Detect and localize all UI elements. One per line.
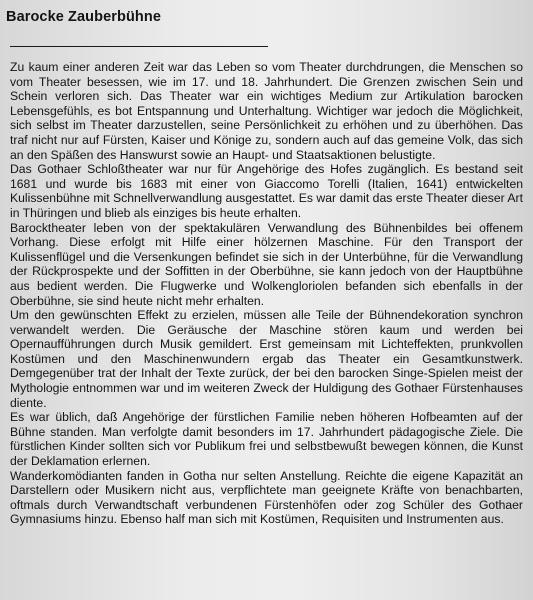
- panel-body: [10, 60, 523, 527]
- paragraph-barocktheater: Barocktheater leben von der spektakulären Verwandlung des Bühnenbildes bei offenem Vorhang. Diese erfolgt mit Hilfe einer hölzernen Maschine. Für den Transport der Kulissenflügel und die Versenkungen befindet sie sich in der Unterbühne, für die Verwandlung der Rückprospekte und der Soffitten in der Oberbühne, sie kann jedoch von der Hauptbühne aus bedient werden. Die Flugwerke und Wolkengloriolen befanden sich ebenfalls in der Oberbühne, sie sind heute nicht mehr erhalten.: [10, 220, 523, 308]
- title-underline: [10, 46, 268, 47]
- panel-title: Barocke Zauberbühne: [6, 9, 161, 25]
- paragraph-schlosstheater: Das Gothaer Schloßtheater war nur für Angehörige des Hofes zugänglich. Es bestand seit 1681 und wurde bis 1683 mit einer von Giaccomo Torelli (Italien, 1641) entwickelten Kulissenbühne mit Schnellverwandlung ausgestattet. Es war damit das erste Theater dieser Art in Thüringen und blieb als einziges bis heute erhalten.: [10, 162, 523, 220]
- paragraph-wanderkomoedianten: Wanderkomödianten fanden in Gotha nur selten Anstellung. Reichte die eigene Kapazität an Darstellern oder Musikern nicht aus, verpflichtete man geeignete Kräfte von benachbarten, oftmals durch Verwandtschaft verbundenen Fürstenhöfen oder zog Schüler des Gothaer Gymnasiums hinzu. Ebenso half man sich mit Kostümen, Requisiten und Instrumenten aus.: [10, 468, 523, 527]
- paragraph-effekt: Um den gewünschten Effekt zu erzielen, müssen alle Teile der Bühnendekoration synchron verwandelt werden. Die Geräusche der Maschine stören kaum und werden bei Opernaufführungen durch Musik gemildert. Erst gemeinsam mit Lichteffekten, prunkvollen Kostümen und den Maschinenwundern ergab das Theater ein Gesamtkunstwerk. Demgegenüber trat der Inhalt der Texte zurück, der bei den barocken Singe-Spielen meist der Mythologie entnommen war und im weiteren Zweck der Huldigung des Gothaer Fürstenhauses diente.: [10, 308, 523, 410]
- paragraph-intro: Zu kaum einer anderen Zeit war das Leben so vom Theater durchdrungen, die Menschen so vom Theater besessen, wie im 17. und 18. Jahrhundert. Die Grenzen zwischen Sein und Schein verloren sich. Das Theater war ein wichtiges Medium zur Artikulation barocken Lebensgefühls, es bot Entspannung und Unterhaltung. Wichtiger war jedoch die Möglichkeit, sich selbst im Theater darzustellen, seine Persönlichkeit zu erhöhen und zu überhöhen. Das traf nicht nur auf Fürsten, Kaiser und Könige zu, sondern auch auf das gemeine Volk, das sich an den Späßen des Hanswurst sowie an Haupt- und Staatsaktionen belustigte.: [10, 60, 523, 162]
- paragraph-fuerstliche-familie: Es war üblich, daß Angehörige der fürstlichen Familie neben höheren Hofbeamten auf der Bühne standen. Man verfolgte damit besonders im 17. Jahrhundert pädagogische Ziele. Die fürstlichen Kinder sollten sich vor Publikum frei und selbstbewußt bewegen können, die Kunst der Deklamation erlernen.: [10, 410, 523, 469]
